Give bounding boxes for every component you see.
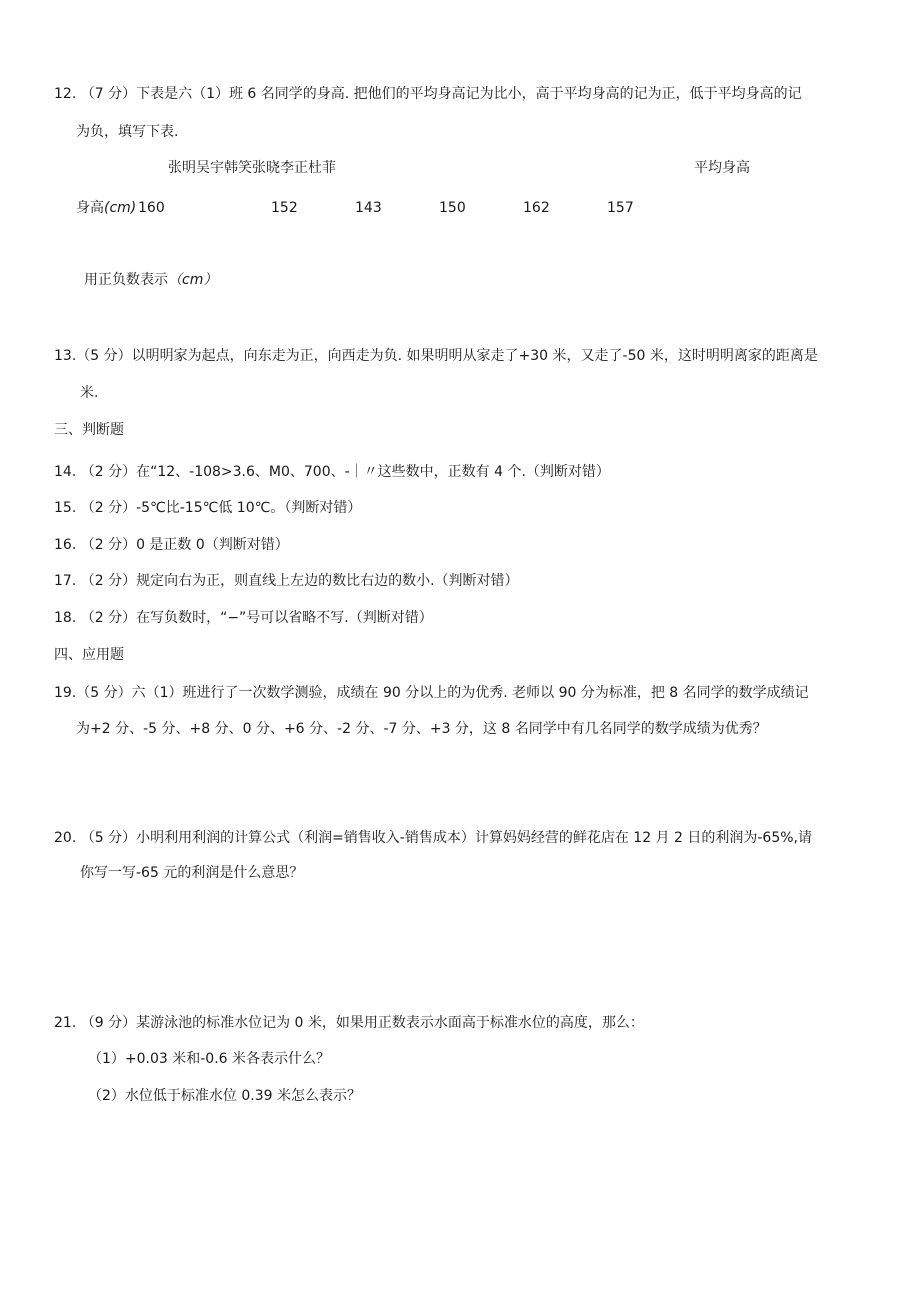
q12-line1: 12. （7 分）下表是六（1）班 6 名同学的身高. 把他们的平均身高记为比小，高于平均身高的记为正，低于平均身高的记 xyxy=(54,86,802,102)
height-cell: 162 xyxy=(523,200,550,216)
q18: 18. （2 分）在写负数时，“−”号可以省略不写.（判断对错） xyxy=(54,610,433,626)
table-header-names: 张明吴宇韩笑张晓李正杜菲 xyxy=(168,160,336,176)
q13-line1: 13.（5 分）以明明家为起点，向东走为正，向西走为负. 如果明明从家走了+30 米，又走了-50 米，这时明明离家的距离是 xyxy=(54,348,818,364)
row-label-unit: （cm） xyxy=(168,272,218,288)
section-heading-judgement: 三、判断题 xyxy=(54,422,124,438)
q17: 17. （2 分）规定向右为正，则直线上左边的数比右边的数小.（判断对错） xyxy=(54,573,519,589)
q12-line2: 为负，填写下表. xyxy=(76,124,179,140)
height-cell: 157 xyxy=(607,200,634,216)
q14: 14. （2 分）在“12、-108>3.6、M0、700、-｜〃这些数中，正数有 4 个.（判断对错） xyxy=(54,464,610,480)
q16: 16. （2 分）0 是正数 0（判断对错） xyxy=(54,537,289,553)
q21-line1: 21. （9 分）某游泳池的标准水位记为 0 米，如果用正数表示水面高于标准水位的高度，那么： xyxy=(54,1015,644,1031)
q13-line2: 米. xyxy=(80,385,99,401)
q19-line1: 19.（5 分）六（1）班进行了一次数学测验，成绩在 90 分以上的为优秀. 老师以 90 分为标准，把 8 名同学的数学成绩记 xyxy=(54,685,809,701)
q21-sub2: （2）水位低于标准水位 0.39 米怎么表示？ xyxy=(88,1088,361,1104)
row-label-unit: (cm) xyxy=(104,200,137,216)
q15: 15. （2 分）-5℃比-15℃低 10℃。（判断对错） xyxy=(54,500,362,516)
q21-sub1: （1）+0.03 米和-0.6 米各表示什么？ xyxy=(88,1051,331,1067)
q19-line2: 为+2 分、-5 分、+8 分、0 分、+6 分、-2 分、-7 分、+3 分，这 8 名同学中有几名同学的数学成绩为优秀？ xyxy=(76,721,767,737)
table-row-height-label xyxy=(76,198,136,218)
row-label-text: 用正负数表示 xyxy=(84,272,168,288)
height-cell: 152 xyxy=(271,200,298,216)
q20-line1: 20. （5 分）小明利用利润的计算公式（利润=销售收入-销售成本）计算妈妈经营的鲜花店在 12 月 2 日的利润为-65%,请 xyxy=(54,830,812,846)
table-row-signed-label xyxy=(84,270,217,290)
section-heading-application: 四、应用题 xyxy=(54,647,124,663)
height-cell: 150 xyxy=(439,200,466,216)
height-cell: 143 xyxy=(355,200,382,216)
q20-line2: 你写一写-65 元的利润是什么意思？ xyxy=(80,865,304,881)
row-label-text: 身高 xyxy=(76,200,104,216)
table-header-avg: 平均身高 xyxy=(694,160,750,176)
height-cell: 160 xyxy=(138,200,165,216)
